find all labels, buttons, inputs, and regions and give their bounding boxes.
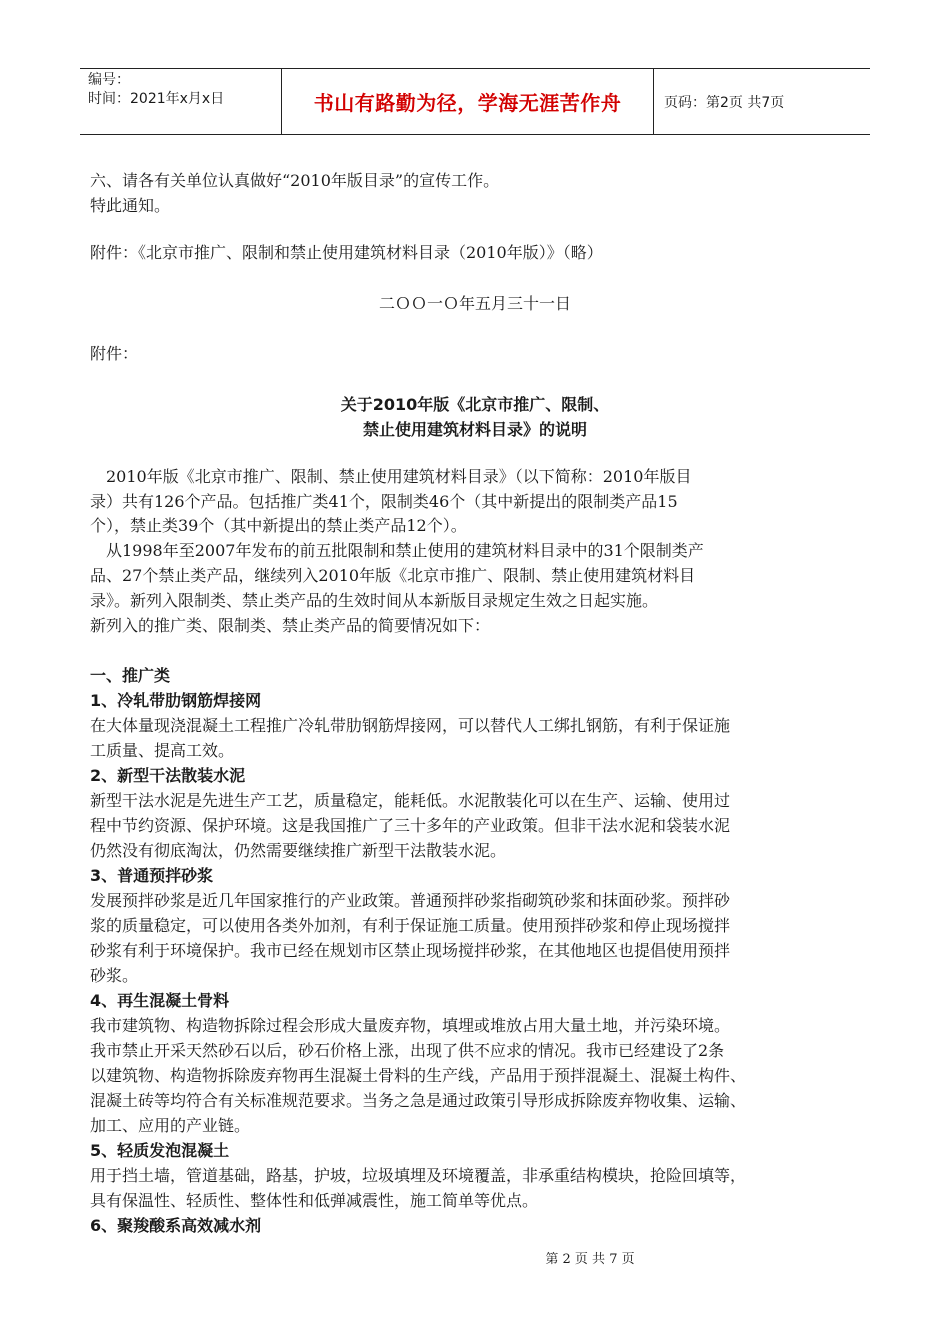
document-time-label: 时间：2021年x月x日 bbox=[88, 91, 225, 107]
attachment-label: 附件： bbox=[90, 344, 139, 363]
body-line: 砂浆有利于环境保护。我市已经在规划市区禁止现场搅拌砂浆，在其他地区也提倡使用预拌 bbox=[90, 941, 731, 960]
body-line: 我市建筑物、构造物拆除过程会形成大量废弃物，填埋或堆放占用大量土地，并污染环境。 bbox=[90, 1016, 731, 1035]
body-line: 录）共有126个产品。包括推广类41个，限制类46个（其中新提出的限制类产品15 bbox=[90, 492, 678, 511]
body-line: 浆的质量稳定，可以使用各类外加剂，有利于保证施工质量。使用预拌砂浆和停止现场搅拌 bbox=[90, 916, 731, 935]
body-line: 混凝土砖等均符合有关标准规范要求。当务之急是通过政策引导形成拆除废弃物收集、运输、 bbox=[90, 1091, 747, 1110]
item-heading-3: 3、普通预拌砂浆 bbox=[90, 866, 214, 885]
body-line: 录》。新列入限制类、禁止类产品的生效时间从本新版目录规定生效之日起实施。 bbox=[90, 591, 659, 610]
date-line: 二ＯＯ一Ｏ年五月三十一日 bbox=[378, 294, 571, 313]
body-line: 发展预拌砂浆是近几年国家推行的产业政策。普通预拌砂浆指砌筑砂浆和抹面砂浆。预拌砂 bbox=[90, 891, 731, 910]
body-line: 仍然没有彻底淘汰，仍然需要继续推广新型干法散装水泥。 bbox=[90, 841, 507, 860]
section-title-line1: 关于2010年版《北京市推广、限制、 bbox=[340, 395, 610, 414]
header-page-number: 页码：第2页 共7页 bbox=[664, 94, 785, 111]
header-info-cell bbox=[80, 69, 282, 134]
body-line: 具有保温性、轻质性、整体性和低弹减震性，施工简单等优点。 bbox=[90, 1191, 539, 1210]
body-line: 在大体量现浇混凝土工程推广冷轧带肋钢筋焊接网，可以替代人工绑扎钢筋，有利于保证施 bbox=[90, 716, 731, 735]
body-line: 工质量、提高工效。 bbox=[90, 741, 235, 760]
body-line: 砂浆。 bbox=[90, 966, 139, 985]
body-line: 新列入的推广类、限制类、禁止类产品的简要情况如下： bbox=[90, 616, 491, 635]
item-heading-4: 4、再生混凝土骨料 bbox=[90, 991, 230, 1010]
section-title-line2: 禁止使用建筑材料目录》的说明 bbox=[362, 420, 587, 439]
attachment-line: 附件：《北京市推广、限制和禁止使用建筑材料目录（2010年版）》（略） bbox=[90, 243, 603, 262]
body-line: 用于挡土墙，管道基础，路基，护坡，垃圾填埋及环境覆盖，非承重结构模块，抢险回填等， bbox=[90, 1166, 747, 1185]
item-heading-1: 1、冷轧带肋钢筋焊接网 bbox=[90, 691, 262, 710]
item-heading-6: 6、聚羧酸系高效减水剂 bbox=[90, 1216, 262, 1235]
item-heading-5: 5、轻质发泡混凝土 bbox=[90, 1141, 230, 1160]
body-line: 新型干法水泥是先进生产工艺，质量稳定，能耗低。水泥散装化可以在生产、运输、使用过 bbox=[90, 791, 731, 810]
body-line: 加工、应用的产业链。 bbox=[90, 1116, 251, 1135]
category-heading-promote: 一、推广类 bbox=[90, 666, 171, 685]
body-line: 2010年版《北京市推广、限制、禁止使用建筑材料目录》（以下简称：2010年版目 bbox=[90, 467, 692, 486]
header-motto: 书山有路勤为径，学海无涯苦作舟 bbox=[282, 69, 654, 134]
document-header bbox=[80, 68, 870, 135]
body-line: 从1998年至2007年发布的前五批限制和禁止使用的建筑材料目录中的31个限制类产 bbox=[90, 541, 704, 560]
notice-closing: 特此通知。 bbox=[90, 196, 171, 215]
body-line: 我市禁止开采天然砂石以后，砂石价格上涨，出现了供不应求的情况。我市已经建设了2条 bbox=[90, 1041, 725, 1060]
page-footer: 第 2 页 共 7 页 bbox=[545, 1252, 635, 1267]
paragraph-item-six: 六、请各有关单位认真做好“2010年版目录”的宣传工作。 bbox=[90, 171, 500, 190]
body-line: 程中节约资源、保护环境。这是我国推广了三十多年的产业政策。但非干法水泥和袋装水泥 bbox=[90, 816, 731, 835]
body-line: 以建筑物、构造物拆除废弃物再生混凝土骨料的生产线，产品用于预拌混凝土、混凝土构件、 bbox=[90, 1066, 747, 1085]
body-line: 个），禁止类39个（其中新提出的禁止类产品12个）。 bbox=[90, 516, 467, 535]
item-heading-2: 2、新型干法散装水泥 bbox=[90, 766, 246, 785]
body-line: 品、27个禁止类产品，继续列入2010年版《北京市推广、限制、禁止使用建筑材料目 bbox=[90, 566, 696, 585]
document-number-label: 编号： bbox=[88, 72, 130, 88]
